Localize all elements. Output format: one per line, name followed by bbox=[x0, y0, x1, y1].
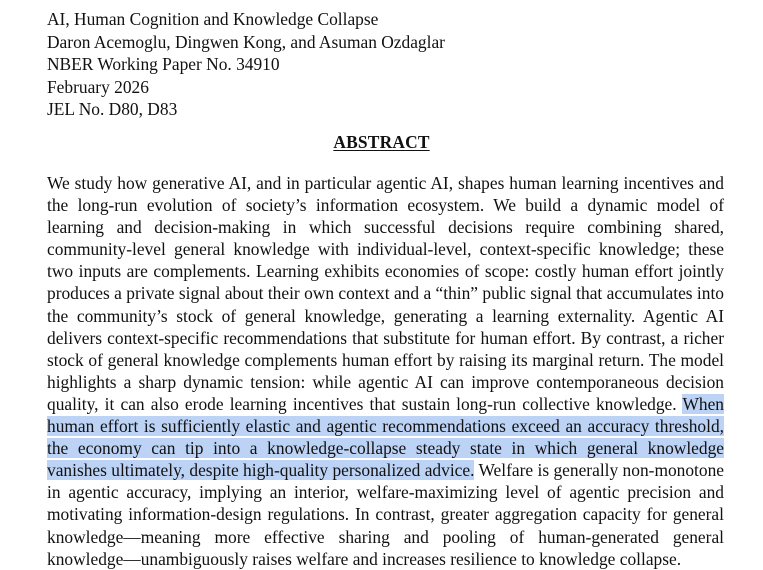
paper-series: NBER Working Paper No. 34910 bbox=[47, 54, 280, 75]
abstract-text-after: Welfare is generally non-monotone in agentic accuracy, implying an interior, welfare-maximizing level of agentic precision and motivating information-design regulations. In contrast, greater aggregation capacity for general knowledge—meaning more effective sharing and pooling of human-generated general knowledge—unambiguously raises welfare and increases resilience to knowledge collapse. bbox=[47, 460, 724, 569]
paper-title: AI, Human Cognition and Knowledge Collapse bbox=[47, 9, 379, 29]
abstract-heading-container bbox=[0, 131, 763, 153]
paper-jel-codes: JEL No. D80, D83 bbox=[47, 99, 178, 120]
abstract-text-highlighted[interactable]: When human effort is sufficiently elastic and agentic recommendations exceed an accuracy threshold, the economy can tip into a knowledge-collapse steady state in which general knowledge vanishes ultimately, despite high-quality personalized advice. bbox=[47, 393, 724, 481]
paper-metadata bbox=[47, 8, 445, 121]
abstract-heading: ABSTRACT bbox=[333, 132, 430, 152]
paper-authors: Daron Acemoglu, Dingwen Kong, and Asuman Ozdaglar bbox=[47, 31, 445, 52]
abstract-body[interactable] bbox=[47, 172, 724, 570]
abstract-text-before: We study how generative AI, and in particular agentic AI, shapes human learning incentives and the long-run evolution of society’s information ecosystem. We build a dynamic model of learning and decision-making in which successful decisions require combining shared, community-level general knowledge with individual-level, context-specific knowledge; these two inputs are complements. Learning exhibits economies of scope: costly human effort jointly produces a private signal about their own context and a “thin” public signal that accumulates into the community’s stock of general knowledge, generating a learning externality. Agentic AI delivers context-specific recommendations that substitute for human effort. By contrast, a richer stock of general knowledge complements human effort by raising its marginal return. The model highlights a sharp dynamic tension: while agentic AI can improve contemporaneous decision quality, it can also erode learning incentives that sustain long-run collective knowledge. bbox=[47, 173, 724, 414]
paper-date: February 2026 bbox=[47, 76, 149, 97]
